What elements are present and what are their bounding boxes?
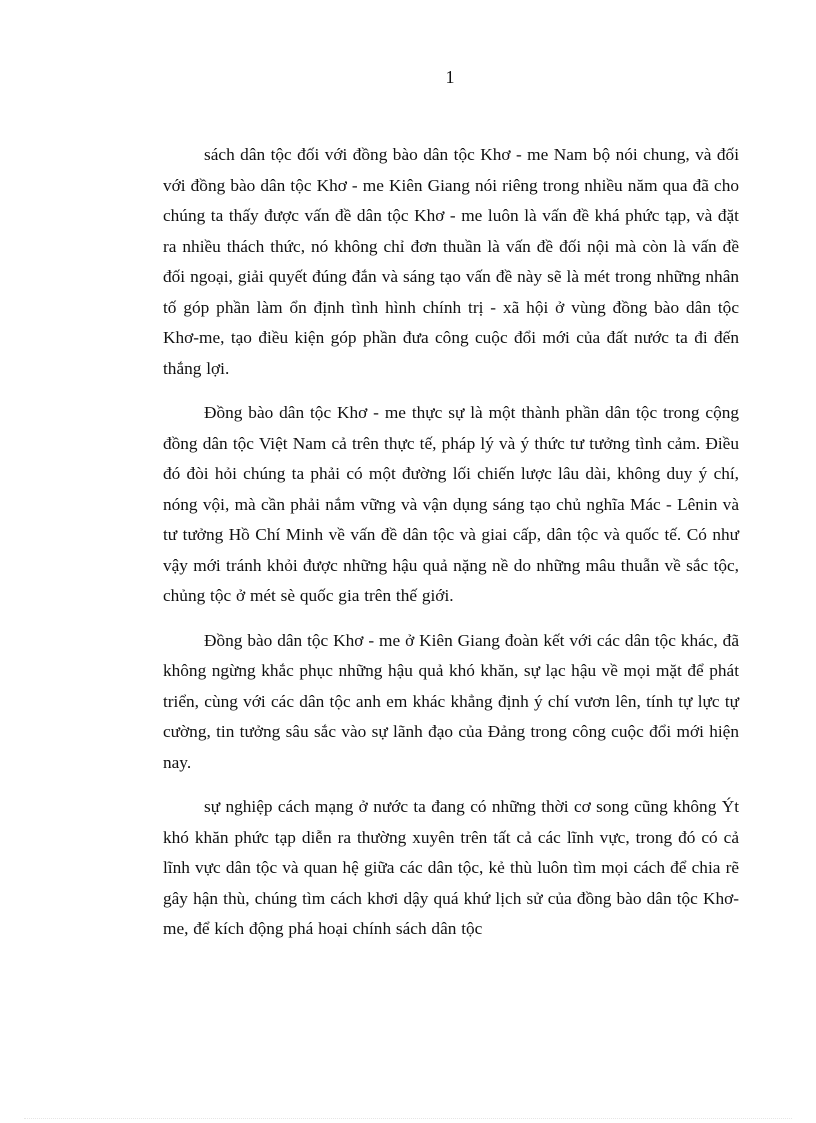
paragraph-4: sự nghiệp cách mạng ở nước ta đang có những thời cơ song cũng không Ýt khó khăn phức tạp diễn ra thường xuyên trên tất cả các lĩnh vực, trong đó có cả lĩnh vực dân tộc và quan hệ giữa các dân tộc, kẻ thù luôn tìm mọi cách để chia rẽ gây hận thù, chúng tìm cách khơi dậy quá khứ lịch sử của đồng bào dân tộc Khơ-me, để kích động phá hoại chính sách dân tộc: [163, 797, 739, 938]
paragraph-3: Đồng bào dân tộc Khơ - me ở Kiên Giang đoàn kết với các dân tộc khác, đã không ngừng khắc phục những hậu quả khó khăn, sự lạc hậu về mọi mặt để phát triển, cùng với các dân tộc anh em khác khẳng định ý chí vươn lên, tính tự lực tự cường, tin tưởng sâu sắc vào sự lãnh đạo của Đảng trong công cuộc đổi mới hiện nay.: [163, 630, 739, 772]
page-number: 1: [445, 67, 455, 87]
page-bottom-divider: [24, 1118, 792, 1119]
paragraph-1: sách dân tộc đối với đồng bào dân tộc Khơ - me Nam bộ nói chung, và đối với đồng bào dân tộc Khơ - me Kiên Giang nói riêng trong nhiều năm qua đã cho chúng ta thấy được vấn đề dân tộc Khơ - me luôn là vấn đề khá phức tạp, và đặt ra nhiều thách thức, nó không chỉ đơn thuần là vấn đề đối nội mà còn là vấn đề đối ngoại, giải quyết đúng đắn và sáng tạo vấn đề này sẽ là mét trong những nhân tố góp phần làm ổn định tình hình chính trị - xã hội ở vùng đồng bào dân tộc Khơ-me, tạo điều kiện góp phần đưa công cuộc đổi mới của đất nước ta đi đến thắng lợi.: [163, 145, 739, 378]
body-text: [163, 140, 739, 959]
paragraph-2: Đồng bào dân tộc Khơ - me thực sự là một thành phần dân tộc trong cộng đồng dân tộc Việt Nam cả trên thực tế, pháp lý và ý thức tư tưởng tình cảm. Điều đó đòi hỏi chúng ta phải có một đường lối chiến lược lâu dài, không duy ý chí, nóng vội, mà cần phải nắm vững và vận dụng sáng tạo chủ nghĩa Mác - Lênin và tư tưởng Hồ Chí Minh về vấn đề dân tộc và giai cấp, dân tộc và quốc tế. Có như vậy mới tránh khỏi được những hậu quả nặng nề do những mâu thuẫn về sắc tộc, chủng tộc ở mét sè quốc gia trên thế giới.: [163, 403, 739, 605]
